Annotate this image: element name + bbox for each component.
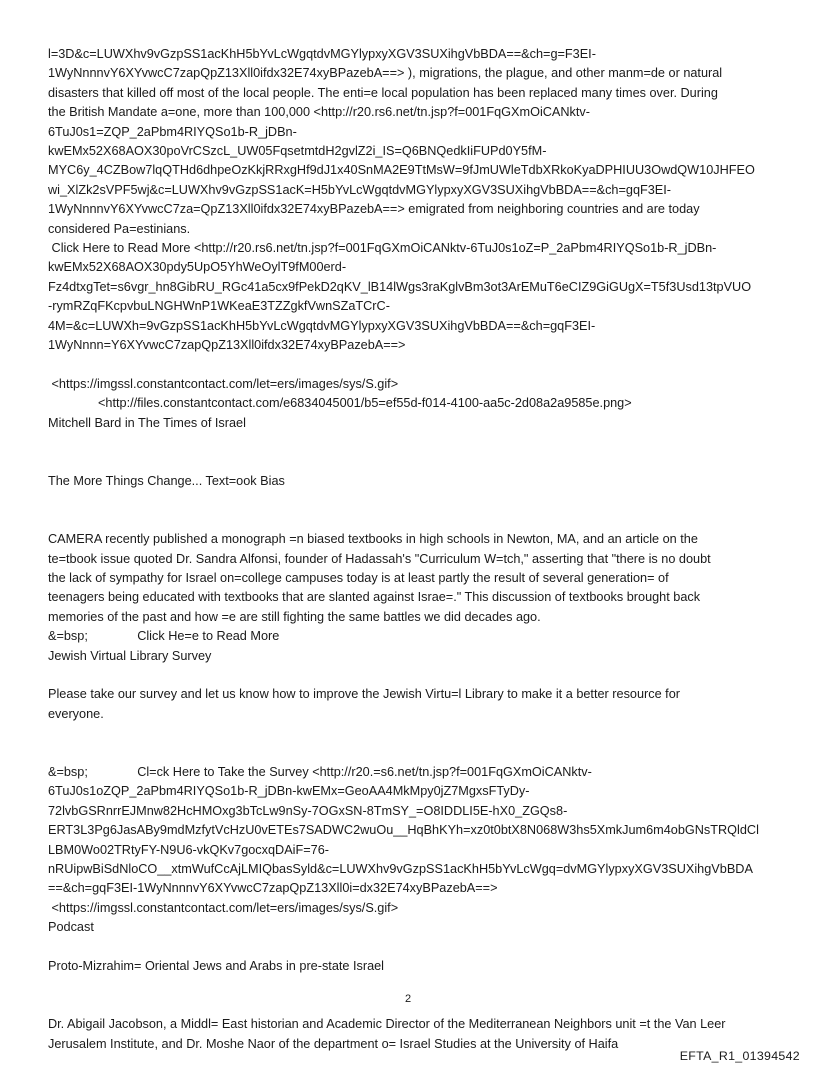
byline: Mitchell Bard in The Times of Israel — [48, 415, 246, 430]
text-line: Dr. Abigail Jacobson, a Middl= East historian and Academic Director of the Mediterranean Neighbors unit =t the Van Leer — [48, 1017, 726, 1032]
section-heading: Podcast — [48, 920, 94, 935]
text-line: 1WyNnnnvY6XYvwcC7za=QpZ13Xll0ifdx32E74xyBPazebA==> emigrated from neighboring countries and are today — [48, 202, 700, 217]
spacer — [48, 491, 778, 530]
text-line: Fz4dtxgTet=s6vgr_hn8GibRU_RGc41a5cx9fPekD2qKV_lB14lWgs3raKglvBm3ot3ArEMuT6eCIZ9GiGUgX=T5f3Usd13tpVUO — [48, 279, 752, 294]
article-title: Proto-Mizrahim= Oriental Jews and Arabs in pre-state Israel — [48, 959, 385, 973]
text-line: nRUipwBiSdNloCO__xtmWufCcAjLMIQbasSyld&c=LUWXhv9vGzpSS1acKhH5bYvLcWgq=dvMGYlypxyXGV3SUXihgVbBDA — [48, 861, 753, 876]
article-title: The More Things Change... Text=ook Bias — [48, 473, 285, 488]
image-link[interactable]: <https://imgssl.constantcontact.com/let=ers/images/sys/S.gif> — [48, 376, 399, 391]
spacer — [48, 356, 778, 375]
text-line: kwEMx52X68AOX30pdy5UpO5YhWeOylT9fM00erd- — [48, 260, 347, 275]
survey-link[interactable]: &=bsp; Cl=ck Here to Take the Survey <http://r20.=s6.net/tn.jsp?f=001FqGXmOiCANktv- — [48, 764, 592, 779]
text-line: l=3D&c=LUWXhv9vGzpSS1acKhH5bYvLcWgqtdvMGYlypxyXGV3SUXihgVbBDA==&ch=g=F3EI- — [48, 47, 596, 61]
text-line: MYC6y_4CZBow7lqQTHd6dhpeOzKkjRRxgHf9dJ1x40SnMA2E9TtMsW=9fJmUWleTdbXRkoKyaDPHIUU3OwdQW10JHFEO — [48, 163, 755, 178]
text-line: everyone. — [48, 706, 104, 721]
article-header-bard — [48, 375, 778, 433]
text-line: considered Pa=estinians. — [48, 221, 191, 236]
text-line: teenagers being educated with textbooks that are slanted against Israe=." This discussion of textbooks brought back — [48, 590, 701, 605]
survey-link-block — [48, 763, 778, 938]
text-line: 1WyNnnn=Y6XYvwcC7zapQpZ13Xll0ifdx32E74xyBPazebA==> — [48, 338, 406, 353]
text-line: LBM0Wo02TRtyFY-N9U6-vkQKv7gocxqDAiF=76- — [48, 842, 329, 857]
text-line: 4M=&c=LUWXh=9vGzpSS1acKhH5bYvLcWgqtdvMGYlypxyXGV3SUXihgVbBDA==&ch=gqF3EI- — [48, 318, 596, 333]
paragraph-podcast — [48, 1015, 778, 1054]
text-line: memories of the past and how =e are still fighting the same battles we did decades ago. — [48, 609, 541, 624]
image-link[interactable]: <http://files.constantcontact.com/e6834045001/b5=ef55d-f014-4100-aa5c-2d08a2a9585e.png> — [98, 396, 632, 411]
spacer — [48, 938, 778, 957]
text-line: 72lvbGSRnrrEJMnw82HcHMOxg3bTcLw9nSy-7OGxSN-8TmSY_=O8IDDLI5E-hX0_ZGQs8- — [48, 803, 568, 818]
text-line: CAMERA recently published a monograph =n biased textbooks in high schools in Newton, MA, and an article on the — [48, 532, 698, 547]
spacer — [48, 666, 778, 685]
text-line: Please take our survey and let us know how to improve the Jewish Virtu=l Library to make it a better resource for — [48, 687, 680, 702]
text-line: 1WyNnnnvY6XYvwcC7zapQpZ13Xll0ifdx32E74xyBPazebA==> ), migrations, the plague, and other manm=de or natural — [48, 66, 723, 81]
email-body — [48, 45, 778, 1054]
image-link[interactable]: <https://imgssl.constantcontact.com/let=ers/images/sys/S.gif> — [48, 900, 399, 915]
spacer — [48, 433, 778, 472]
paragraph-history — [48, 45, 778, 356]
spacer — [48, 724, 778, 763]
text-line: ==&ch=gqF3EI-1WyNnnnvY6XYvwcC7zapQpZ13Xll0i=dx32E74xyBPazebA==> — [48, 881, 498, 896]
text-line: the lack of sympathy for Israel on=college campuses today is at least partly the result of several generation= of — [48, 570, 669, 585]
paragraph-survey — [48, 685, 778, 724]
section-heading: Jewish Virtual Library Survey — [48, 648, 212, 663]
read-more-link[interactable]: &=bsp; Click He=e to Read More — [48, 629, 280, 644]
read-more-link[interactable]: Click Here to Read More <http://r20.rs6.net/tn.jsp?f=001FqGXmOiCANktv-6TuJ0s1oZ=P_2aPbm4RIYQSo1b-R_jDBn- — [48, 241, 717, 256]
text-line: kwEMx52X68AOX30poVrCSzcL_UW05FqsetmtdH2gvlZ2i_IS=Q6BNQedkIiFUPd0Y5fM- — [48, 144, 547, 159]
text-line: 6TuJ0s1oZQP_2aPbm4RIYQSo1b-R_jDBn-kwEMx=GeoAA4MkMpy0jZ7MgxsFTyDy- — [48, 784, 530, 799]
text-line: ERT3L3Pg6JasABy9mdMzfytVcHzU0vETEs7SADWC2wuOu__HqBhKYh=xz0t0btX8N068W3hs5XmkJum6m4obGNsTRQldCl — [48, 823, 759, 838]
paragraph-textbook-bias — [48, 530, 778, 666]
page-number: 2 — [404, 993, 412, 1005]
text-line: -rymRZqFKcpvbuLNGHWnP1WKeaE3TZZgkfVwnSZaTCrC- — [48, 299, 390, 314]
text-line: 6TuJ0s1=ZQP_2aPbm4RIYQSo1b-R_jDBn- — [48, 124, 297, 139]
text-line: te=tbook issue quoted Dr. Sandra Alfonsi, founder of Hadassah's "Curriculum W=tch," asserting that "there is no doubt — [48, 551, 711, 566]
text-line: disasters that killed off most of the local people. The enti=e local population has been replaced many times over. During — [48, 85, 718, 100]
text-line: Jerusalem Institute, and Dr. Moshe Naor of the department o= Israel Studies at the University of Haifa — [48, 1036, 619, 1051]
text-line: the British Mandate a=one, more than 100,000 <http://r20.rs6.net/tn.jsp?f=001FqGXmOiCANktv- — [48, 105, 590, 120]
document-id: EFTA_R1_01394542 — [679, 1049, 800, 1063]
text-line: wi_XlZk2sVPF5wj&c=LUWXhv9vGzpSS1acK=H5bYvLcWgqtdvMGYlypxyXGV3SUXihgVbBDA==&ch=gqF3EI- — [48, 182, 672, 197]
